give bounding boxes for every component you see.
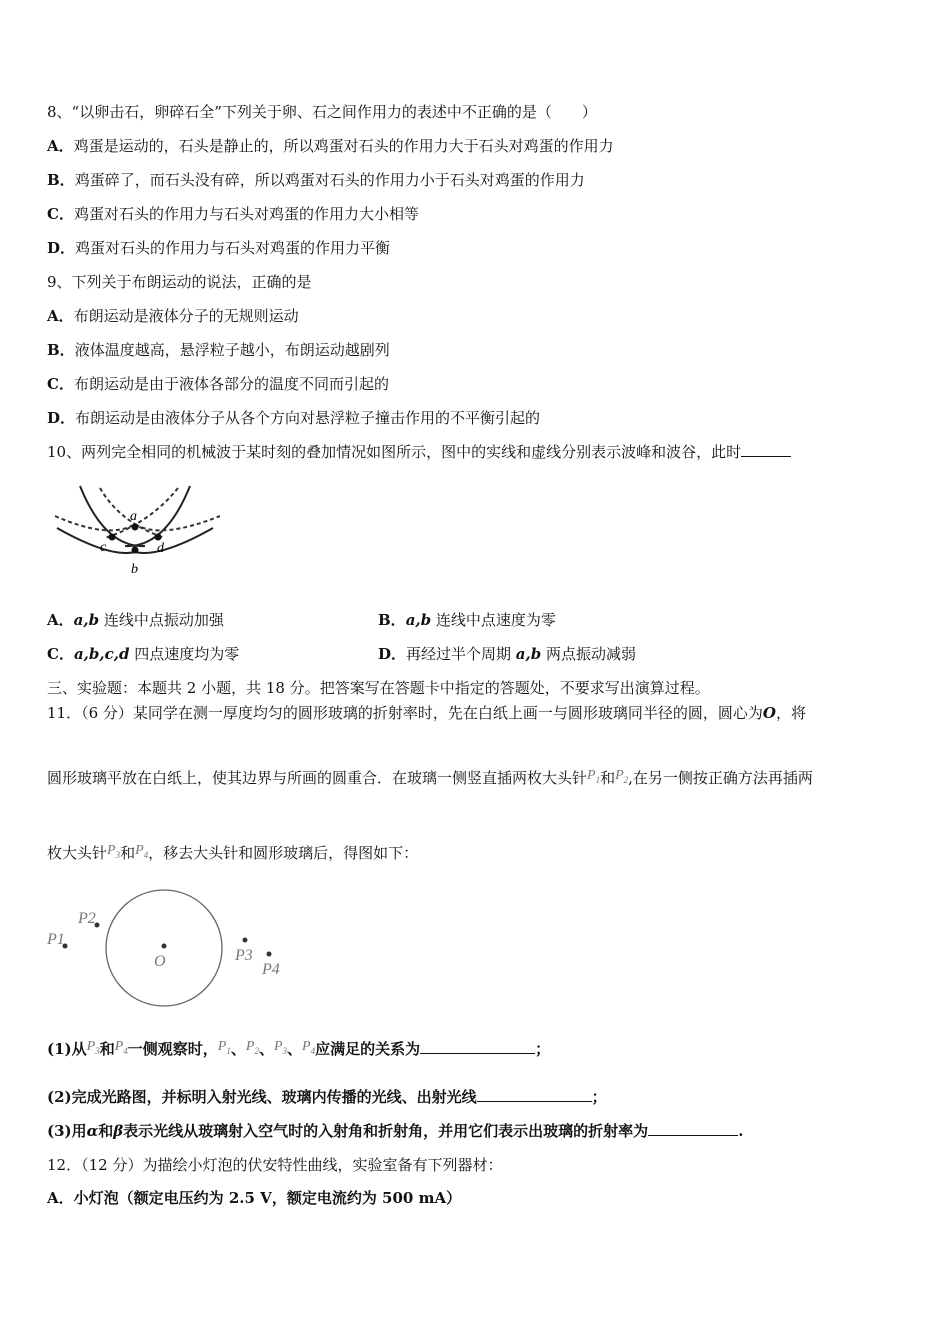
text: 圆形玻璃平放在白纸上，使其边界与所画的圆重合．在玻璃一侧竖直插两枚大头针 (47, 769, 588, 787)
var-o: O (762, 704, 776, 722)
q12-option-a (47, 1188, 461, 1208)
text: 和 (600, 769, 616, 787)
text: 和 (120, 844, 136, 862)
option-text: 鸡蛋对石头的作用力与石头对鸡蛋的作用力大小相等 (73, 205, 419, 223)
var-alpha: α (86, 1122, 99, 1140)
pin-p3: $P_3$ (273, 1039, 288, 1056)
option-label: B． (378, 611, 406, 629)
wave-superposition-figure (50, 478, 220, 578)
q11-line1 (47, 703, 806, 723)
q9-option-d (47, 408, 540, 428)
text: (1)从 (47, 1040, 87, 1058)
option-label: A． (47, 307, 74, 325)
answer-blank (648, 1121, 738, 1136)
pin-p2: $P_2$ (245, 1039, 259, 1056)
answer-blank (741, 442, 791, 457)
label-p1: P1 (47, 931, 65, 948)
text: 11．（6 分）某同学在测一厚度均匀的圆形玻璃的折射率时，先在白纸上画一与圆形玻璃同半径的圆，圆心为 (47, 704, 763, 722)
text: ,在另一侧按正确方法再插两 (628, 769, 813, 787)
point-a (132, 524, 139, 531)
q10-option-b (378, 610, 556, 630)
text: 枚大头针 (47, 844, 108, 862)
option-label: C． (47, 645, 74, 663)
label-b: b (131, 562, 138, 577)
option-text: 布朗运动是液体分子的无规则运动 (73, 307, 299, 325)
option-label: B． (47, 171, 75, 189)
label-p3: P3 (235, 947, 253, 964)
option-text: 鸡蛋是运动的，石头是静止的，所以鸡蛋对石头的作用力大于石头对鸡蛋的作用力 (73, 137, 614, 155)
refraction-figure (40, 888, 300, 1013)
text: 应满足的关系为 (315, 1040, 421, 1058)
q9-option-b (47, 340, 390, 360)
option-label: D． (47, 409, 76, 427)
option-text: 布朗运动是由于液体各部分的温度不同而引起的 (73, 375, 389, 393)
var-beta: β (113, 1122, 124, 1140)
pin-p3: $P_3$ (107, 843, 121, 860)
q11-sub2: (2)完成光路图，并标明入射光线、玻璃内传播的光线、出射光线 ； (47, 1088, 607, 1106)
pin-p4: $P_4$ (114, 1039, 128, 1056)
text: ，将 (775, 704, 806, 722)
option-text: 液体温度越高，悬浮粒子越小，布朗运动越剧列 (74, 341, 390, 359)
q8-option-a (47, 136, 614, 156)
q9-option-a (47, 306, 299, 326)
q10-option-c (47, 644, 239, 664)
point-d (155, 534, 162, 541)
q11-sub1: (1)从$P_3$和$P_4$一侧观察时，$P_1$、$P_2$、$P_3$、$P_4$应满足的关系为 ； (47, 1039, 551, 1058)
option-label: D． (378, 645, 407, 663)
q8-stem: 8、“以卵击石，卵碎石全”下列关于卵、石之间作用力的表述中不正确的是（ ） (47, 103, 597, 121)
option-text: 四点速度均为零 (129, 645, 240, 663)
q10-option-a (47, 610, 224, 630)
text: (3)用 (47, 1122, 87, 1140)
option-label: C． (47, 205, 74, 223)
text: 一侧观察时， (127, 1040, 218, 1058)
stem-text: 10、两列完全相同的机械波于某时刻的叠加情况如图所示，图中的实线和虚线分别表示波峰和波谷，此时 (47, 443, 742, 461)
q11-sub3: (3)用α和β表示光线从玻璃射入空气时的入射角和折射角，并用它们表示出玻璃的折射率为 . (47, 1122, 744, 1140)
option-text: 布朗运动是由液体分子从各个方向对悬浮粒子撞击作用的不平衡引起的 (75, 409, 541, 427)
text: (2)完成光路图，并标明入射光线、玻璃内传播的光线、出射光线 (47, 1088, 477, 1106)
text: ，移去大头针和圆形玻璃后，得图如下： (148, 844, 419, 862)
option-label: D． (47, 239, 76, 257)
q9-stem: 9、下列关于布朗运动的说法，正确的是 (47, 273, 312, 291)
section-3-heading: 三、实验题：本题共 2 小题，共 18 分。把答案写在答题卡中指定的答题处，不要求写出演算过程。 (47, 679, 710, 697)
option-var: a,b (405, 611, 432, 629)
answer-blank (420, 1039, 535, 1054)
q8-option-b (47, 170, 585, 190)
label-d: d (157, 541, 164, 556)
option-label: A． (47, 137, 74, 155)
option-pre: 再经过半个周期 (406, 645, 516, 663)
option-text: 两点振动减弱 (541, 645, 637, 663)
option-label: A． (47, 611, 74, 629)
option-var: a,b (515, 645, 542, 663)
label-p4: P4 (262, 961, 280, 978)
pin-p2: $P_2$ (615, 768, 629, 785)
pin-p4: $P_4$ (135, 843, 149, 860)
option-text: 连线中点振动加强 (99, 611, 224, 629)
label-p2: P2 (78, 910, 96, 927)
option-text: 鸡蛋对石头的作用力与石头对鸡蛋的作用力平衡 (75, 239, 391, 257)
option-label: B． (47, 341, 75, 359)
point-b (132, 547, 139, 554)
q8-option-d (47, 238, 390, 258)
option-var: a,b (73, 611, 100, 629)
pin-p4: $P_4$ (302, 1039, 316, 1056)
option-label: C． (47, 375, 74, 393)
pin-p3: $P_3$ (86, 1039, 100, 1056)
text: 和 (99, 1040, 115, 1058)
q10-option-d (378, 644, 636, 664)
label-o: O (154, 953, 166, 970)
option-text: 鸡蛋碎了，而石头没有碎，所以鸡蛋对石头的作用力小于石头对鸡蛋的作用力 (74, 171, 585, 189)
label-c: c (100, 540, 107, 555)
q11-line2 (47, 766, 813, 790)
q10-stem (47, 442, 791, 462)
option-label: A． (47, 1189, 74, 1207)
option-text: 小灯泡（额定电压约为 2.5 V，额定电流约为 500 mA） (73, 1189, 462, 1207)
q11-line3 (47, 841, 418, 865)
pin-p1: $P_1$ (587, 768, 601, 785)
q12-stem: 12．（12 分）为描绘小灯泡的伏安特性曲线，实验室备有下列器材： (47, 1156, 503, 1174)
option-var: a,b,c,d (73, 645, 130, 663)
point-c (109, 534, 116, 541)
option-text: 连线中点速度为零 (431, 611, 556, 629)
pin-p1: $P_1$ (217, 1039, 231, 1056)
q9-option-c (47, 374, 389, 394)
label-a: a (130, 509, 137, 524)
text: 表示光线从玻璃射入空气时的入射角和折射角，并用它们表示出玻璃的折射率为 (123, 1122, 649, 1140)
q8-option-c (47, 204, 419, 224)
answer-blank (477, 1087, 592, 1102)
